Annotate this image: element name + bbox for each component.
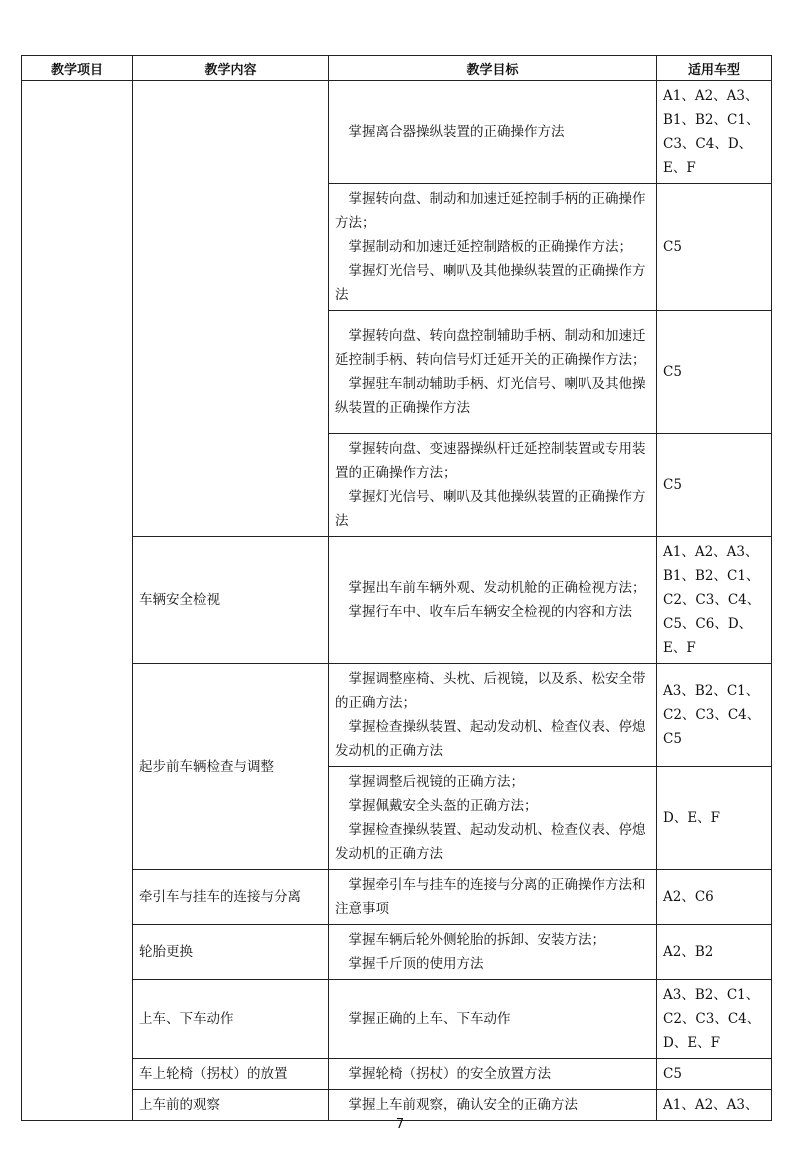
target-cell: [329, 870, 657, 925]
target-cell: [329, 664, 657, 767]
vehicle-cell: A1、A2、A3、: [657, 1090, 772, 1121]
table-row: [22, 537, 772, 664]
content-cell: 车上轮椅（拐杖）的放置: [133, 1059, 329, 1090]
target-cell: [329, 1059, 657, 1090]
target-line: 掌握检查操纵装置、起动发动机、检查仪表、停熄发动机的正确方法: [335, 822, 646, 862]
header-target: 教学目标: [329, 56, 657, 81]
target-line: 掌握转向盘、转向盘控制辅助手柄、制动和加速迁延控制手柄、转向信号灯迁延开关的正确操作方法；: [335, 328, 646, 368]
target-line: 掌握行车中、收车后车辆安全检视的内容和方法: [348, 604, 632, 620]
content-cell: 起步前车辆检查与调整: [133, 664, 329, 870]
vehicle-cell: A2、B2: [657, 925, 772, 980]
table-row: [22, 664, 772, 767]
table-header-row: [22, 56, 772, 81]
table-row: [22, 925, 772, 980]
vehicle-cell: C5: [657, 1059, 772, 1090]
header-vehicle: 适用车型: [657, 56, 772, 81]
content-cell: 车辆安全检视: [133, 537, 329, 664]
target-cell: [329, 81, 657, 184]
target-line: 掌握灯光信号、喇叭及其他操纵装置的正确操作方法: [335, 489, 646, 529]
target-cell: [329, 925, 657, 980]
target-line: 掌握佩戴安全头盔的正确方法；: [348, 798, 538, 814]
target-line: 掌握上车前观察，确认安全的正确方法: [348, 1097, 578, 1113]
target-line: 掌握出车前车辆外观、发动机舱的正确检视方法；: [348, 580, 646, 596]
page-number: 7: [395, 1117, 405, 1132]
content-cell: 上车、下车动作: [133, 980, 329, 1059]
content-cell: 轮胎更换: [133, 925, 329, 980]
target-line: 掌握驻车制动辅助手柄、灯光信号、喇叭及其他操纵装置的正确操作方法: [335, 376, 646, 416]
target-line: 掌握正确的上车、下车动作: [348, 1011, 511, 1027]
target-line: 掌握制动和加速迁延控制踏板的正确操作方法；: [348, 239, 632, 255]
target-cell: [329, 311, 657, 434]
target-cell: [329, 434, 657, 537]
vehicle-cell: C5: [657, 311, 772, 434]
target-cell: [329, 980, 657, 1059]
target-cell: [329, 1090, 657, 1121]
vehicle-cell: A2、C6: [657, 870, 772, 925]
content-cell: 牵引车与挂车的连接与分离: [133, 870, 329, 925]
target-line: 掌握转向盘、变速器操纵杆迁延控制装置或专用装置的正确操作方法；: [335, 441, 646, 481]
table-row: [22, 1059, 772, 1090]
target-line: 掌握调整座椅、头枕、后视镜，以及系、松安全带的正确方法；: [335, 671, 646, 711]
target-line: 掌握牵引车与挂车的连接与分离的正确操作方法和注意事项: [335, 877, 646, 917]
table-row: [22, 1090, 772, 1121]
vehicle-cell: C5: [657, 434, 772, 537]
vehicle-cell: D、E、F: [657, 767, 772, 870]
target-line: 掌握检查操纵装置、起动发动机、检查仪表、停熄发动机的正确方法: [335, 719, 646, 759]
target-line: 掌握调整后视镜的正确方法；: [348, 774, 524, 790]
target-line: 掌握车辆后轮外侧轮胎的拆卸、安装方法；: [348, 932, 605, 948]
project-cell: [22, 81, 133, 1121]
target-line: 掌握灯光信号、喇叭及其他操纵装置的正确操作方法: [335, 263, 646, 303]
vehicle-cell: A1、A2、A3、B1、B2、C1、C3、C4、D、E、F: [657, 81, 772, 184]
header-project: 教学项目: [22, 56, 133, 81]
table-row: [22, 870, 772, 925]
vehicle-cell: A3、B2、C1、C2、C3、C4、C5: [657, 664, 772, 767]
vehicle-cell: C5: [657, 184, 772, 311]
vehicle-cell: A1、A2、A3、B1、B2、C1、C2、C3、C4、C5、C6、D、E、F: [657, 537, 772, 664]
table-row: [22, 980, 772, 1059]
target-line: 掌握离合器操纵装置的正确操作方法: [348, 124, 565, 140]
content-cell: 上车前的观察: [133, 1090, 329, 1121]
target-cell: [329, 767, 657, 870]
target-cell: [329, 537, 657, 664]
target-line: 掌握千斤顶的使用方法: [348, 956, 484, 972]
content-cell: [133, 81, 329, 537]
target-line: 掌握转向盘、制动和加速迁延控制手柄的正确操作方法；: [335, 191, 646, 231]
table-row: [22, 81, 772, 184]
header-content: 教学内容: [133, 56, 329, 81]
target-line: 掌握轮椅（拐杖）的安全放置方法: [348, 1066, 551, 1082]
vehicle-cell: A3、B2、C1、C2、C3、C4、D、E、F: [657, 980, 772, 1059]
target-cell: [329, 184, 657, 311]
teaching-table: [21, 55, 772, 1121]
